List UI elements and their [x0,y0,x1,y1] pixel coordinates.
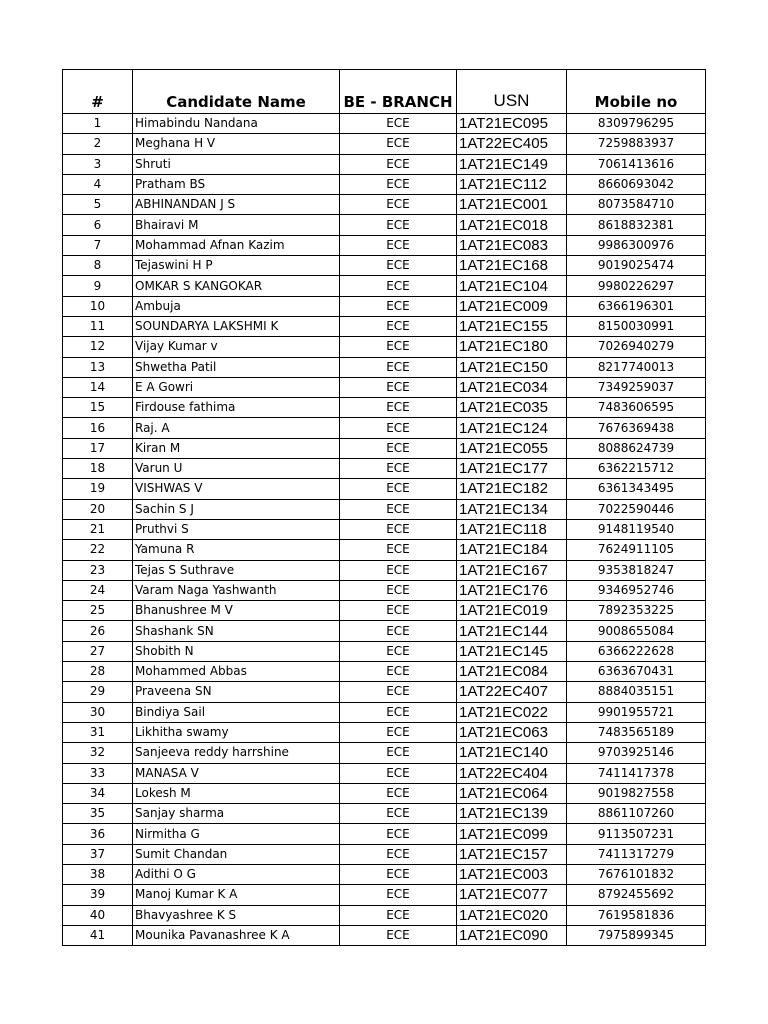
cell-num: 8 [63,256,133,276]
cell-branch: ECE [340,580,457,600]
cell-branch: ECE [340,154,457,174]
cell-candidate-name: Sumit Chandan [133,844,340,864]
cell-usn: 1AT21EC149 [457,154,567,174]
cell-num: 23 [63,560,133,580]
cell-candidate-name: Varun U [133,459,340,479]
table-row [63,540,706,560]
cell-branch: ECE [340,722,457,742]
cell-num: 39 [63,885,133,905]
cell-mobile: 8309796295 [567,114,706,134]
cell-candidate-name: Bhavyashree K S [133,905,340,925]
cell-usn: 1AT21EC055 [457,438,567,458]
cell-mobile: 6366196301 [567,296,706,316]
cell-branch: ECE [340,418,457,438]
table-row [63,864,706,884]
cell-num: 41 [63,925,133,945]
cell-num: 33 [63,763,133,783]
cell-mobile: 8884035151 [567,682,706,702]
table-row [63,418,706,438]
cell-mobile: 9113507231 [567,824,706,844]
cell-usn: 1AT21EC150 [457,357,567,377]
cell-mobile: 8618832381 [567,215,706,235]
cell-branch: ECE [340,925,457,945]
cell-mobile: 9980226297 [567,276,706,296]
table-row [63,235,706,255]
table-row [63,702,706,722]
cell-branch: ECE [340,337,457,357]
cell-branch: ECE [340,601,457,621]
cell-branch: ECE [340,235,457,255]
cell-mobile: 6361343495 [567,479,706,499]
cell-branch: ECE [340,702,457,722]
cell-candidate-name: Sachin S J [133,499,340,519]
header-branch: BE - BRANCH [340,70,457,114]
cell-mobile: 8073584710 [567,195,706,215]
cell-candidate-name: Likhitha swamy [133,722,340,742]
cell-num: 2 [63,134,133,154]
cell-branch: ECE [340,134,457,154]
cell-num: 18 [63,459,133,479]
cell-num: 3 [63,154,133,174]
cell-usn: 1AT21EC144 [457,621,567,641]
table-row [63,662,706,682]
cell-usn: 1AT21EC018 [457,215,567,235]
cell-usn: 1AT21EC124 [457,418,567,438]
cell-branch: ECE [340,519,457,539]
cell-candidate-name: Praveena SN [133,682,340,702]
cell-num: 1 [63,114,133,134]
cell-mobile: 9346952746 [567,580,706,600]
cell-candidate-name: Manoj Kumar K A [133,885,340,905]
table-row [63,925,706,945]
cell-candidate-name: OMKAR S KANGOKAR [133,276,340,296]
table-row [63,641,706,661]
cell-mobile: 9703925146 [567,743,706,763]
table-row [63,438,706,458]
cell-branch: ECE [340,783,457,803]
cell-candidate-name: Pratham BS [133,174,340,194]
cell-mobile: 7026940279 [567,337,706,357]
cell-usn: 1AT21EC182 [457,479,567,499]
cell-usn: 1AT21EC134 [457,499,567,519]
table-row [63,601,706,621]
cell-num: 25 [63,601,133,621]
table-row [63,905,706,925]
cell-num: 30 [63,702,133,722]
cell-num: 26 [63,621,133,641]
cell-branch: ECE [340,215,457,235]
cell-candidate-name: Nirmitha G [133,824,340,844]
cell-candidate-name: SOUNDARYA LAKSHMI K [133,316,340,336]
cell-num: 27 [63,641,133,661]
cell-usn: 1AT21EC104 [457,276,567,296]
cell-num: 38 [63,864,133,884]
cell-mobile: 8217740013 [567,357,706,377]
cell-branch: ECE [340,296,457,316]
cell-mobile: 7061413616 [567,154,706,174]
cell-candidate-name: Shwetha Patil [133,357,340,377]
cell-mobile: 6363670431 [567,662,706,682]
cell-num: 14 [63,377,133,397]
cell-branch: ECE [340,844,457,864]
cell-mobile: 7892353225 [567,601,706,621]
header-mobile: Mobile no [567,70,706,114]
cell-num: 21 [63,519,133,539]
cell-usn: 1AT21EC001 [457,195,567,215]
cell-candidate-name: Ambuja [133,296,340,316]
cell-usn: 1AT21EC083 [457,235,567,255]
cell-num: 35 [63,804,133,824]
cell-usn: 1AT21EC020 [457,905,567,925]
table-row [63,885,706,905]
cell-mobile: 9986300976 [567,235,706,255]
cell-usn: 1AT21EC168 [457,256,567,276]
table-row [63,479,706,499]
cell-branch: ECE [340,114,457,134]
cell-num: 40 [63,905,133,925]
cell-branch: ECE [340,641,457,661]
cell-mobile: 6362215712 [567,459,706,479]
cell-branch: ECE [340,905,457,925]
cell-candidate-name: Adithi O G [133,864,340,884]
cell-branch: ECE [340,763,457,783]
cell-usn: 1AT21EC140 [457,743,567,763]
cell-branch: ECE [340,276,457,296]
header-candidate-name: Candidate Name [133,70,340,114]
cell-mobile: 7259883937 [567,134,706,154]
cell-num: 13 [63,357,133,377]
cell-usn: 1AT21EC035 [457,398,567,418]
cell-mobile: 8150030991 [567,316,706,336]
cell-mobile: 9148119540 [567,519,706,539]
cell-mobile: 7676369438 [567,418,706,438]
cell-mobile: 7676101832 [567,864,706,884]
table-row [63,154,706,174]
header-usn: USN [457,70,567,114]
cell-branch: ECE [340,357,457,377]
table-row [63,580,706,600]
table-row [63,804,706,824]
cell-candidate-name: Shashank SN [133,621,340,641]
cell-branch: ECE [340,256,457,276]
cell-num: 32 [63,743,133,763]
cell-usn: 1AT21EC034 [457,377,567,397]
cell-usn: 1AT21EC180 [457,337,567,357]
table-row [63,195,706,215]
cell-num: 22 [63,540,133,560]
cell-candidate-name: Meghana H V [133,134,340,154]
cell-candidate-name: Varam Naga Yashwanth [133,580,340,600]
cell-mobile: 8088624739 [567,438,706,458]
cell-branch: ECE [340,195,457,215]
cell-num: 37 [63,844,133,864]
cell-candidate-name: Vijay Kumar v [133,337,340,357]
cell-usn: 1AT21EC003 [457,864,567,884]
header-num: # [63,70,133,114]
cell-candidate-name: Lokesh M [133,783,340,803]
table-row [63,276,706,296]
table-row [63,174,706,194]
cell-candidate-name: Shobith N [133,641,340,661]
table-row [63,337,706,357]
cell-candidate-name: E A Gowri [133,377,340,397]
cell-candidate-name: Kiran M [133,438,340,458]
cell-mobile: 7975899345 [567,925,706,945]
cell-mobile: 8660693042 [567,174,706,194]
cell-branch: ECE [340,316,457,336]
cell-branch: ECE [340,804,457,824]
cell-usn: 1AT21EC167 [457,560,567,580]
cell-branch: ECE [340,885,457,905]
cell-candidate-name: Bhairavi M [133,215,340,235]
table-row [63,256,706,276]
cell-usn: 1AT22EC407 [457,682,567,702]
cell-num: 5 [63,195,133,215]
cell-branch: ECE [340,560,457,580]
cell-candidate-name: Raj. A [133,418,340,438]
cell-num: 31 [63,722,133,742]
cell-candidate-name: Pruthvi S [133,519,340,539]
cell-mobile: 7483565189 [567,722,706,742]
cell-candidate-name: Himabindu Nandana [133,114,340,134]
cell-usn: 1AT21EC112 [457,174,567,194]
cell-candidate-name: Tejas S Suthrave [133,560,340,580]
cell-num: 11 [63,316,133,336]
cell-candidate-name: Tejaswini H P [133,256,340,276]
cell-mobile: 9019025474 [567,256,706,276]
cell-usn: 1AT22EC405 [457,134,567,154]
cell-branch: ECE [340,621,457,641]
cell-candidate-name: VISHWAS V [133,479,340,499]
cell-branch: ECE [340,540,457,560]
cell-mobile: 7411417378 [567,763,706,783]
cell-candidate-name: Bindiya Sail [133,702,340,722]
cell-num: 7 [63,235,133,255]
cell-usn: 1AT21EC019 [457,601,567,621]
table-row [63,560,706,580]
table-row [63,398,706,418]
table-row [63,296,706,316]
cell-branch: ECE [340,682,457,702]
table-row [63,499,706,519]
cell-candidate-name: Shruti [133,154,340,174]
table-row [63,621,706,641]
cell-mobile: 7411317279 [567,844,706,864]
cell-candidate-name: ABHINANDAN J S [133,195,340,215]
cell-num: 4 [63,174,133,194]
cell-usn: 1AT21EC064 [457,783,567,803]
cell-num: 10 [63,296,133,316]
table-row [63,783,706,803]
cell-num: 12 [63,337,133,357]
cell-mobile: 6366222628 [567,641,706,661]
cell-branch: ECE [340,499,457,519]
cell-usn: 1AT21EC184 [457,540,567,560]
table-row [63,722,706,742]
cell-mobile: 8861107260 [567,804,706,824]
cell-num: 28 [63,662,133,682]
cell-branch: ECE [340,864,457,884]
table-row [63,743,706,763]
cell-mobile: 7022590446 [567,499,706,519]
cell-num: 34 [63,783,133,803]
cell-usn: 1AT21EC077 [457,885,567,905]
cell-branch: ECE [340,662,457,682]
cell-usn: 1AT21EC090 [457,925,567,945]
cell-usn: 1AT21EC099 [457,824,567,844]
cell-branch: ECE [340,824,457,844]
cell-mobile: 7624911105 [567,540,706,560]
cell-usn: 1AT21EC063 [457,722,567,742]
cell-mobile: 7619581836 [567,905,706,925]
cell-candidate-name: Mohammad Afnan Kazim [133,235,340,255]
table-row [63,844,706,864]
cell-mobile: 9353818247 [567,560,706,580]
cell-num: 19 [63,479,133,499]
cell-usn: 1AT21EC022 [457,702,567,722]
cell-usn: 1AT21EC177 [457,459,567,479]
cell-branch: ECE [340,438,457,458]
table-row [63,377,706,397]
cell-branch: ECE [340,479,457,499]
table-row [63,682,706,702]
cell-usn: 1AT21EC176 [457,580,567,600]
cell-usn: 1AT21EC157 [457,844,567,864]
cell-num: 36 [63,824,133,844]
cell-num: 29 [63,682,133,702]
cell-branch: ECE [340,459,457,479]
table-row [63,763,706,783]
table-row [63,357,706,377]
table-row [63,134,706,154]
cell-num: 6 [63,215,133,235]
cell-usn: 1AT21EC145 [457,641,567,661]
cell-candidate-name: Mounika Pavanashree K A [133,925,340,945]
table-row [63,459,706,479]
cell-mobile: 9901955721 [567,702,706,722]
cell-usn: 1AT21EC095 [457,114,567,134]
cell-candidate-name: Sanjeeva reddy harrshine [133,743,340,763]
cell-candidate-name: Sanjay sharma [133,804,340,824]
cell-num: 16 [63,418,133,438]
table-body [63,114,706,946]
cell-num: 15 [63,398,133,418]
cell-candidate-name: Firdouse fathima [133,398,340,418]
cell-mobile: 7349259037 [567,377,706,397]
cell-usn: 1AT21EC084 [457,662,567,682]
cell-usn: 1AT22EC404 [457,763,567,783]
cell-branch: ECE [340,174,457,194]
cell-branch: ECE [340,743,457,763]
cell-usn: 1AT21EC118 [457,519,567,539]
candidate-table [62,69,706,946]
cell-mobile: 8792455692 [567,885,706,905]
cell-usn: 1AT21EC155 [457,316,567,336]
cell-num: 17 [63,438,133,458]
cell-candidate-name: Mohammed Abbas [133,662,340,682]
table-row [63,316,706,336]
table-row [63,824,706,844]
cell-mobile: 9019827558 [567,783,706,803]
cell-candidate-name: Bhanushree M V [133,601,340,621]
cell-usn: 1AT21EC009 [457,296,567,316]
cell-branch: ECE [340,398,457,418]
table-row [63,215,706,235]
table-row [63,519,706,539]
header-row [63,70,706,114]
cell-num: 24 [63,580,133,600]
table-row [63,114,706,134]
cell-candidate-name: MANASA V [133,763,340,783]
cell-mobile: 7483606595 [567,398,706,418]
cell-usn: 1AT21EC139 [457,804,567,824]
cell-candidate-name: Yamuna R [133,540,340,560]
cell-num: 9 [63,276,133,296]
cell-num: 20 [63,499,133,519]
cell-mobile: 9008655084 [567,621,706,641]
cell-branch: ECE [340,377,457,397]
